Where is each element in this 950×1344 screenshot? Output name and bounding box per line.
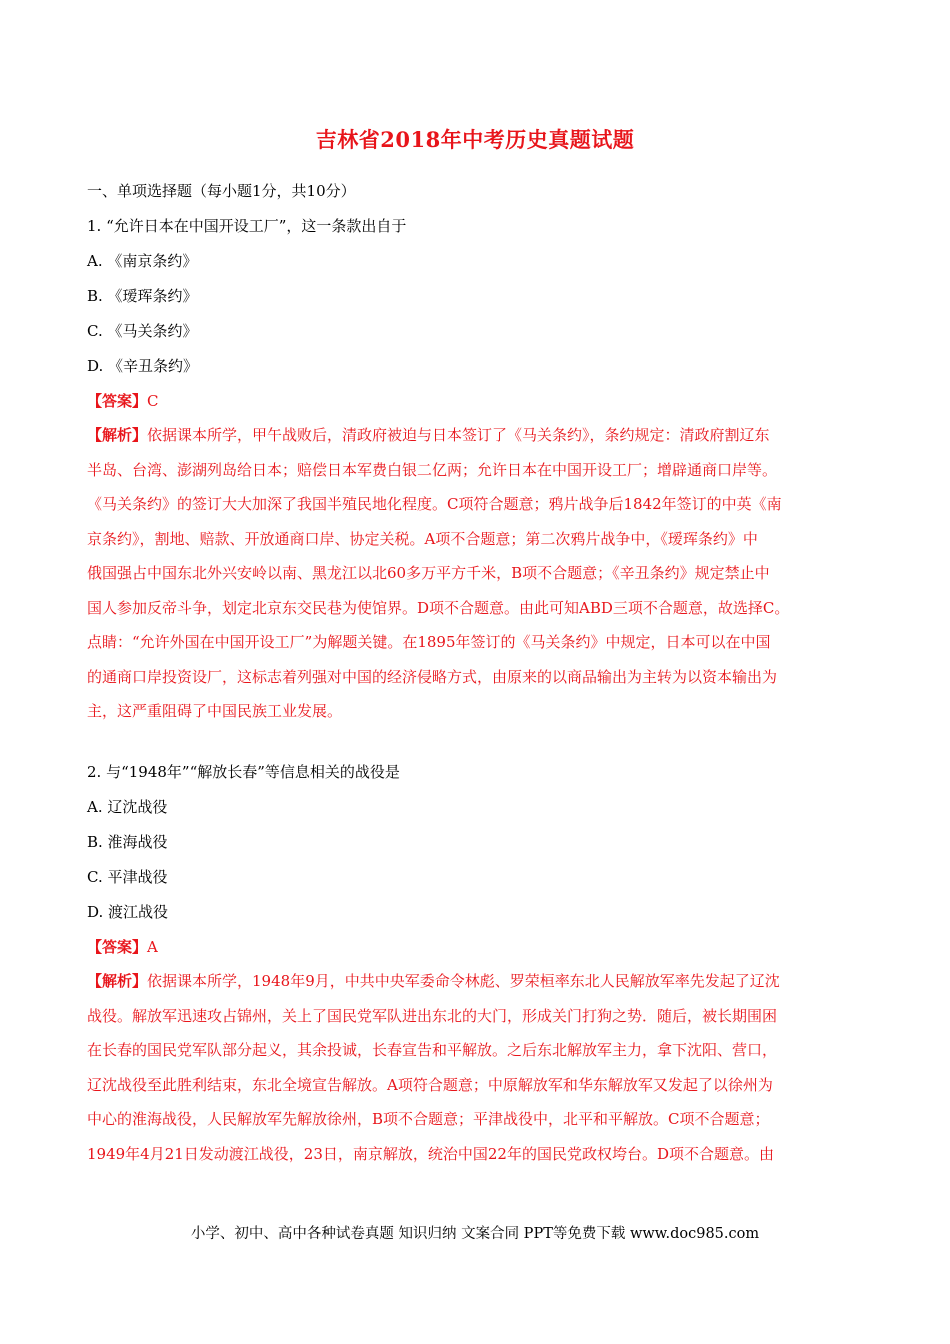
question-1-analysis: [87, 418, 867, 729]
answer-tag: 【答案】: [87, 938, 148, 956]
question-1-answer: [87, 390, 159, 411]
section-heading: 一、单项选择题（每小题1分，共10分）: [87, 182, 356, 200]
page-footer: 小学、初中、高中各种试卷真题 知识归纳 文案合同 PPT等免费下载 www.doc985.com: [190, 1226, 760, 1242]
analysis-line: 点睛：“允许外国在中国开设工厂”为解题关键。在1895年签订的《马关条约》中规定，日本可以在中国: [87, 633, 771, 651]
question-1-option-d: D. 《辛丑条约》: [87, 357, 199, 375]
answer-tag: 【答案】: [87, 392, 148, 410]
analysis-line: 俄国强占中国东北外兴安岭以南、黑龙江以北60多万平方千米，B项不合题意；《辛丑条约》规定禁止中: [87, 564, 770, 582]
analysis-line: 半岛、台湾、澎湖列岛给日本；赔偿日本军费白银二亿两；允许日本在中国开设工厂；增辟通商口岸等。: [87, 460, 778, 479]
question-2-option-d: D. 渡江战役: [87, 903, 169, 921]
answer-value: C: [147, 392, 159, 410]
question-2-option-c: C. 平津战役: [87, 868, 168, 886]
analysis-line: 主，这严重阻碍了中国民族工业发展。: [87, 702, 343, 720]
page-title: 吉林省2018年中考历史真题试题: [315, 127, 635, 152]
analysis-tag: 【解析】: [87, 972, 148, 990]
question-1-option-a: A. 《南京条约》: [87, 252, 198, 270]
analysis-line: 的通商口岸投资设厂，这标志着列强对中国的经济侵略方式，由原来的以商品输出为主转为以资本输出为: [87, 667, 778, 686]
analysis-line: 辽沈战役至此胜利结束，东北全境宣告解放。A项符合题意；中原解放军和华东解放军又发起了以徐州为: [87, 1075, 773, 1094]
answer-value: A: [147, 938, 158, 956]
analysis-line: 国人参加反帝斗争，划定北京东交民巷为使馆界。D项不合题意。由此可知ABD三项不合题意，故选择C。: [87, 598, 790, 617]
analysis-line: 在长春的国民党军队部分起义，其余投诚，长春宣告和平解放。之后东北解放军主力，拿下沈阳、营口，: [87, 1041, 778, 1059]
question-1-stem: 1. “允许日本在中国开设工厂”，这一条款出自于: [87, 217, 407, 235]
analysis-line: 【解析】依据课本所学，甲午战败后，清政府被迫与日本签订了《马关条约》，条约规定：清政府割辽东: [87, 426, 770, 444]
analysis-line: 【解析】依据课本所学，1948年9月，中共中央军委命令林彪、罗荣桓率东北人民解放军率先发起了辽沈: [87, 972, 780, 990]
question-2-option-a: A. 辽沈战役: [87, 798, 168, 816]
question-1-option-c: C. 《马关条约》: [87, 322, 198, 340]
question-1-option-b: B. 《瑷珲条约》: [87, 287, 198, 305]
question-2-stem: 2. 与“1948年”“解放长春”等信息相关的战役是: [87, 763, 400, 781]
analysis-tag: 【解析】: [87, 426, 148, 444]
question-2-option-b: B. 淮海战役: [87, 833, 168, 851]
analysis-line: 京条约》，割地、赔款、开放通商口岸、协定关税。A项不合题意；第二次鸦片战争中，《瑷珲条约》中: [87, 529, 758, 548]
analysis-line: 中心的淮海战役，人民解放军先解放徐州，B项不合题意；平津战役中，北平和平解放。C项不合题意；: [87, 1110, 770, 1128]
analysis-line: 战役。解放军迅速攻占锦州，关上了国民党军队进出东北的大门，形成关门打狗之势．随后，被长期围困: [87, 1006, 778, 1025]
analysis-line: 《马关条约》的签订大大加深了我国半殖民地化程度。C项符合题意；鸦片战争后1842年签订的中英《南: [87, 495, 782, 513]
question-2-analysis: [87, 964, 867, 1171]
analysis-line: 1949年4月21日发动渡江战役，23日，南京解放，统治中国22年的国民党政权垮台。D项不合题意。由: [87, 1144, 775, 1163]
question-2-answer: [87, 936, 158, 957]
